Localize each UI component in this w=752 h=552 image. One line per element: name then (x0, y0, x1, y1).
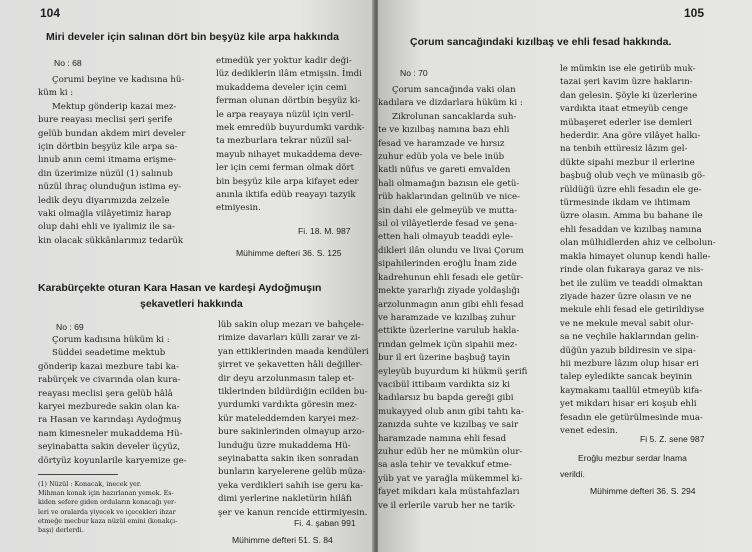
text-line: ra Hasan ve karındaşı Aydoğmuş (38, 415, 182, 426)
text-line: Zikrolunan sancaklarda suh- (392, 111, 517, 122)
text-line: yüb yat ve yarağla mükemmel ki- (378, 473, 523, 484)
text-line: şirret ve şekavetten hâli değiller- (218, 360, 363, 371)
text-line: fesad ve haramzade ve hırsız (378, 138, 505, 149)
text-line: talep eyledikte sancak beyinin (560, 372, 693, 383)
text-line: yet mikdarı hisar eri koşub ehli (560, 399, 697, 410)
text-line: bure reayası meclisi şeri şerife (38, 115, 173, 126)
text-line: sa asla tehir ve tevakkuf etme- (378, 460, 512, 471)
text-line: düğün yazub bildiresin ve sipa- (560, 345, 696, 356)
text-line: bunların karyelerene gelüb müza- (218, 467, 366, 478)
text-line: nam kimesneler mukaddema Hü- (38, 428, 183, 439)
text-line: sipahilerinden eroğlu İnam zide (378, 259, 517, 270)
document-column-left (38, 74, 194, 248)
text-line: hali olmamağın bazısın ele getü- (378, 178, 520, 189)
document-date: Fi. 4. şaban 991 (294, 518, 356, 528)
text-line: mayub nihayet mukaddema deve- (216, 149, 363, 160)
text-line: zuhur edüb yola ve bele inüb (378, 152, 505, 163)
text-line: türmesinde ikdam ve ihtimam (560, 198, 691, 209)
document-source: Mühimme defteri 36. S. 125 (236, 248, 342, 258)
text-line: Süddei seadetime mektub (52, 348, 166, 359)
text-line: lınub anın cemi itmama erişme- (38, 155, 176, 166)
text-line: ziyade hazer üzre olasın ve ne (560, 291, 692, 302)
document-source: Mühimme defteri 51. S. 84 (232, 535, 333, 545)
text-line: bur il eri üzerine başbuğ tayin (378, 353, 511, 364)
text-line: le mümkin ise ele getirüb muk- (560, 64, 696, 74)
document-source: Mühimme defteri 36. S. 294 (590, 486, 696, 496)
text-line: kadılarsız bu bapda gereği gibi (378, 393, 514, 404)
text-line: (1) Nüzül : Konacak, inecek yer. (38, 480, 142, 488)
text-line: mekte yararlığı ziyade yoldaşlığı (378, 286, 520, 297)
text-line: küm ki : (38, 88, 74, 99)
text-line: rüldüğü üzre ehli fesadın ele ge- (560, 184, 702, 195)
text-line: yurdumki vardıkta göresin mez- (218, 400, 358, 411)
text-line: gönderip kazai mezbure tabi ka- (38, 361, 179, 372)
text-line: seyinabatta sakin iken sonradan (218, 454, 359, 465)
text-line: tazai şeri kavim üzre hakların- (560, 77, 693, 88)
text-line: mukaddema develer için cemi (216, 82, 347, 93)
text-line: dükte sipahi mezbur il erlerine (560, 157, 695, 168)
text-line: etten hali olmayub teaddi eyle- (378, 232, 513, 243)
document-column-left (378, 84, 546, 513)
document-column-left (38, 334, 198, 468)
text-line: karyei mezburede sakin olan ka- (38, 402, 180, 413)
text-line: eyleyüb buyurdum ki hükmü şerifi (378, 366, 528, 377)
page-number: 104 (40, 6, 61, 20)
text-line: üzre olasın. Amma bu bahane ile (560, 211, 703, 222)
text-line: hii mezbure lâzım olup hisar eri (560, 358, 699, 369)
document-column-right (218, 319, 370, 520)
text-line: mek emredüb buyurdumki vardık- (216, 123, 365, 134)
text-line: etmedük yer yoktur kadir deği- (216, 56, 352, 66)
text-line: leri ve oralarda yiyecek ve içecekleri ihzar (38, 507, 176, 516)
text-line: lüb sakin olup mezarı ve bahçele- (218, 320, 364, 330)
text-line: Mektup gönderip kazai mez- (52, 101, 177, 112)
text-line: fayet mikdarı kala müstahfazları (378, 487, 520, 498)
document-date: Fi 5. Z. sene 987 (640, 434, 705, 444)
text-line: dikleri ilân olundu ve livai Çorum (378, 245, 524, 256)
text-line: dan gelesin. Şöyle ki üzerlerine (560, 90, 698, 101)
left-page (0, 0, 374, 552)
text-line: mübaşeret ederler ise demleri (560, 117, 693, 128)
text-line: haramzade namına ehli fesad (378, 433, 507, 444)
text-line: gelüb bundan akdem miri develer (38, 128, 186, 139)
text-line: din üzerimize nüzül (1) salınub (38, 168, 173, 179)
text-line: nüzül ihraç olunduğun istima ey- (38, 182, 182, 193)
text-line: seyinabatta sakin develer üçyüz, (38, 442, 181, 453)
text-line: lunduğu üzre mukaddema Hü- (218, 440, 351, 451)
text-line: rından gelmek içün sipahii mez- (378, 339, 518, 350)
text-line: dir deyu arzolunmasın talep et- (218, 373, 355, 384)
text-line: hederdir. Ana göre vilâyet halkı- (560, 131, 701, 142)
text-line: bet ile zulüm ve teaddi olmaktan (560, 278, 703, 289)
text-line: rimize davarları külli zarar ve zi- (218, 333, 361, 344)
document-number: No : 69 (56, 322, 84, 332)
text-line: kiden sefere giden orduların konacağı yer- (38, 498, 177, 507)
text-line: vardıkta itaat etmeyüb cenge (560, 104, 688, 115)
text-line: Çorumi beyine ve kadısına hü- (52, 75, 185, 85)
text-line: bin beşyüz kile arpa kifayet eder (216, 176, 359, 187)
text-line: kin olacak sükkânlarımız tedarük (38, 235, 184, 246)
text-line: ler için cemi ferman olmak dört (216, 163, 355, 174)
text-line: anınla iktifa edüb reayayı tazyik (216, 190, 356, 201)
document-number: No : 68 (54, 58, 82, 68)
text-line: ve il erlerile varub her ne tarik- (378, 500, 516, 511)
text-line: için dörtbin beşyüz kile arpa sa- (38, 142, 178, 153)
text-line: fesadın ele getürülmesinde mua- (560, 412, 703, 423)
text-line: Çorum sancağında vaki olan (392, 85, 516, 95)
text-line: sa ne veçhile haklarından gelin- (560, 332, 699, 343)
text-line: ettikte üzerlerine varulub hakla- (378, 326, 520, 337)
text-line: kadılara ve dizdarlara hüküm ki : (378, 98, 523, 109)
right-page (378, 0, 752, 552)
text-line: kaymakamı taallül etmeyüb kifa- (560, 385, 703, 396)
text-line: rabürçek ve civarında olan kura- (38, 375, 181, 386)
text-line: reayası meclisi şera gelüb hâlâ (38, 388, 173, 399)
text-line: ehli fesaddan ve kızılbaş namına (560, 224, 702, 235)
text-line: makla himayet olunup kendi halle- (560, 251, 711, 262)
document-title: Miri develer için salınan dört bin beşyüz kile arpa hakkında (46, 31, 339, 43)
text-line: şer ve kanun rencide ettirmiyesin. (218, 507, 368, 518)
text-line: zuhur edüb her ne mümkün olur- (378, 446, 523, 457)
text-line: başı) derlerdi. (38, 526, 84, 535)
text-line: ve haramzade ve kızılbaş zuhur (378, 312, 516, 323)
text-line: bure sakinlerinden olmayup arzo- (218, 427, 365, 438)
text-line: sin dahi ele gelmeyüb ve mutta- (378, 205, 518, 216)
text-line: katli nüfus ve gareti emvalden (378, 165, 511, 176)
text-line: dimi yerlerine nakletürin hilâfı (218, 494, 352, 505)
footnote (38, 480, 210, 535)
text-line: yeka verdikleri sahih ise geru ka- (218, 480, 364, 491)
page-number: 105 (684, 6, 705, 20)
text-line: kür mateleddemden karyei mez- (218, 413, 359, 424)
text-line: rüb haklarından gelinüb ve nice- (378, 192, 521, 203)
document-title: Karabürçekte oturan Kara Hasan ve kardeşi Aydoğmuşın (38, 282, 322, 294)
document-title: Çorum sancağındaki kızılbaş ve ehli fesad hakkında. (410, 36, 672, 48)
text-line: vaki olmağla vilâyetimiz harap (38, 209, 172, 220)
text-line: arzolunmagın anın gibi ehli fesad (378, 299, 524, 310)
text-line: etmiyesin. (216, 203, 261, 214)
text-line: vacibül ittibaım vardıkta siz ki (378, 379, 510, 390)
text-line: olan mülhidlerden ahiz ve celbolun- (560, 238, 716, 249)
text-line: tiklerinden bildürdiğin ecilden bu- (218, 387, 368, 398)
text-line: na tenbih ettüresiz lâzım gel- (560, 144, 688, 155)
document-note: Eroğlu mezbur serdar İnama (578, 453, 687, 463)
document-column-right (216, 55, 366, 216)
text-line: lüz dediklerin ilâm etmişsin. İmdi (216, 69, 362, 80)
document-number: No : 70 (400, 68, 428, 78)
text-line: ledik deyu diyarımızda zelzele (38, 195, 170, 206)
text-line: rinde olan fukaraya garaz ve nis- (560, 265, 704, 276)
text-line: le arpa reayaya nüzül için veril- (216, 109, 354, 120)
text-line: venet edesin. (560, 425, 618, 436)
text-line: mekule ehli fesad ele getirildiyse (560, 305, 705, 316)
text-line: te ve kızılbaş namına bazı ehli (378, 125, 510, 136)
text-line: ta mezburlara tekrar nüzül sal- (216, 136, 352, 147)
text-line: olup dahi ehli ve iyalimiz ile sa- (38, 222, 175, 233)
text-line: etmeğe mecbur kaza nüzül emini (konakçı- (38, 516, 178, 525)
text-line: başbuğ olub veçh ve münasib gö- (560, 171, 705, 182)
text-line: Çorum kadısına hüküm ki : (52, 335, 170, 345)
text-line: Mihman konak için hazırlanan yemek. Es- (38, 489, 174, 498)
text-line: dörtyüz koyunlarile karyemize ge- (38, 455, 187, 466)
text-line: mukayyed olub anın gibi tahtı ka- (378, 406, 524, 417)
text-line: zanızda suhte ve kızılbaş ve sair (378, 420, 519, 431)
document-title-cont: şekavetleri hakkında (140, 298, 243, 310)
document-date: Fi. 18. M. 987 (298, 226, 351, 236)
text-line: yan ettiklerinden maada kendüleri (218, 346, 369, 357)
document-note-cont: verildi. (560, 469, 585, 479)
document-column-right (560, 63, 716, 438)
text-line: ve ne mekule meval sabit olur- (560, 318, 694, 329)
footnote-rule (38, 474, 118, 475)
text-line: sıl ol vilâyetlerde fesad ve şena- (378, 219, 518, 230)
text-line: kadrehunun ehli fesadı ele getür- (378, 272, 524, 283)
text-line: ferman olunan dörtbin beşyüz ki- (216, 96, 361, 107)
